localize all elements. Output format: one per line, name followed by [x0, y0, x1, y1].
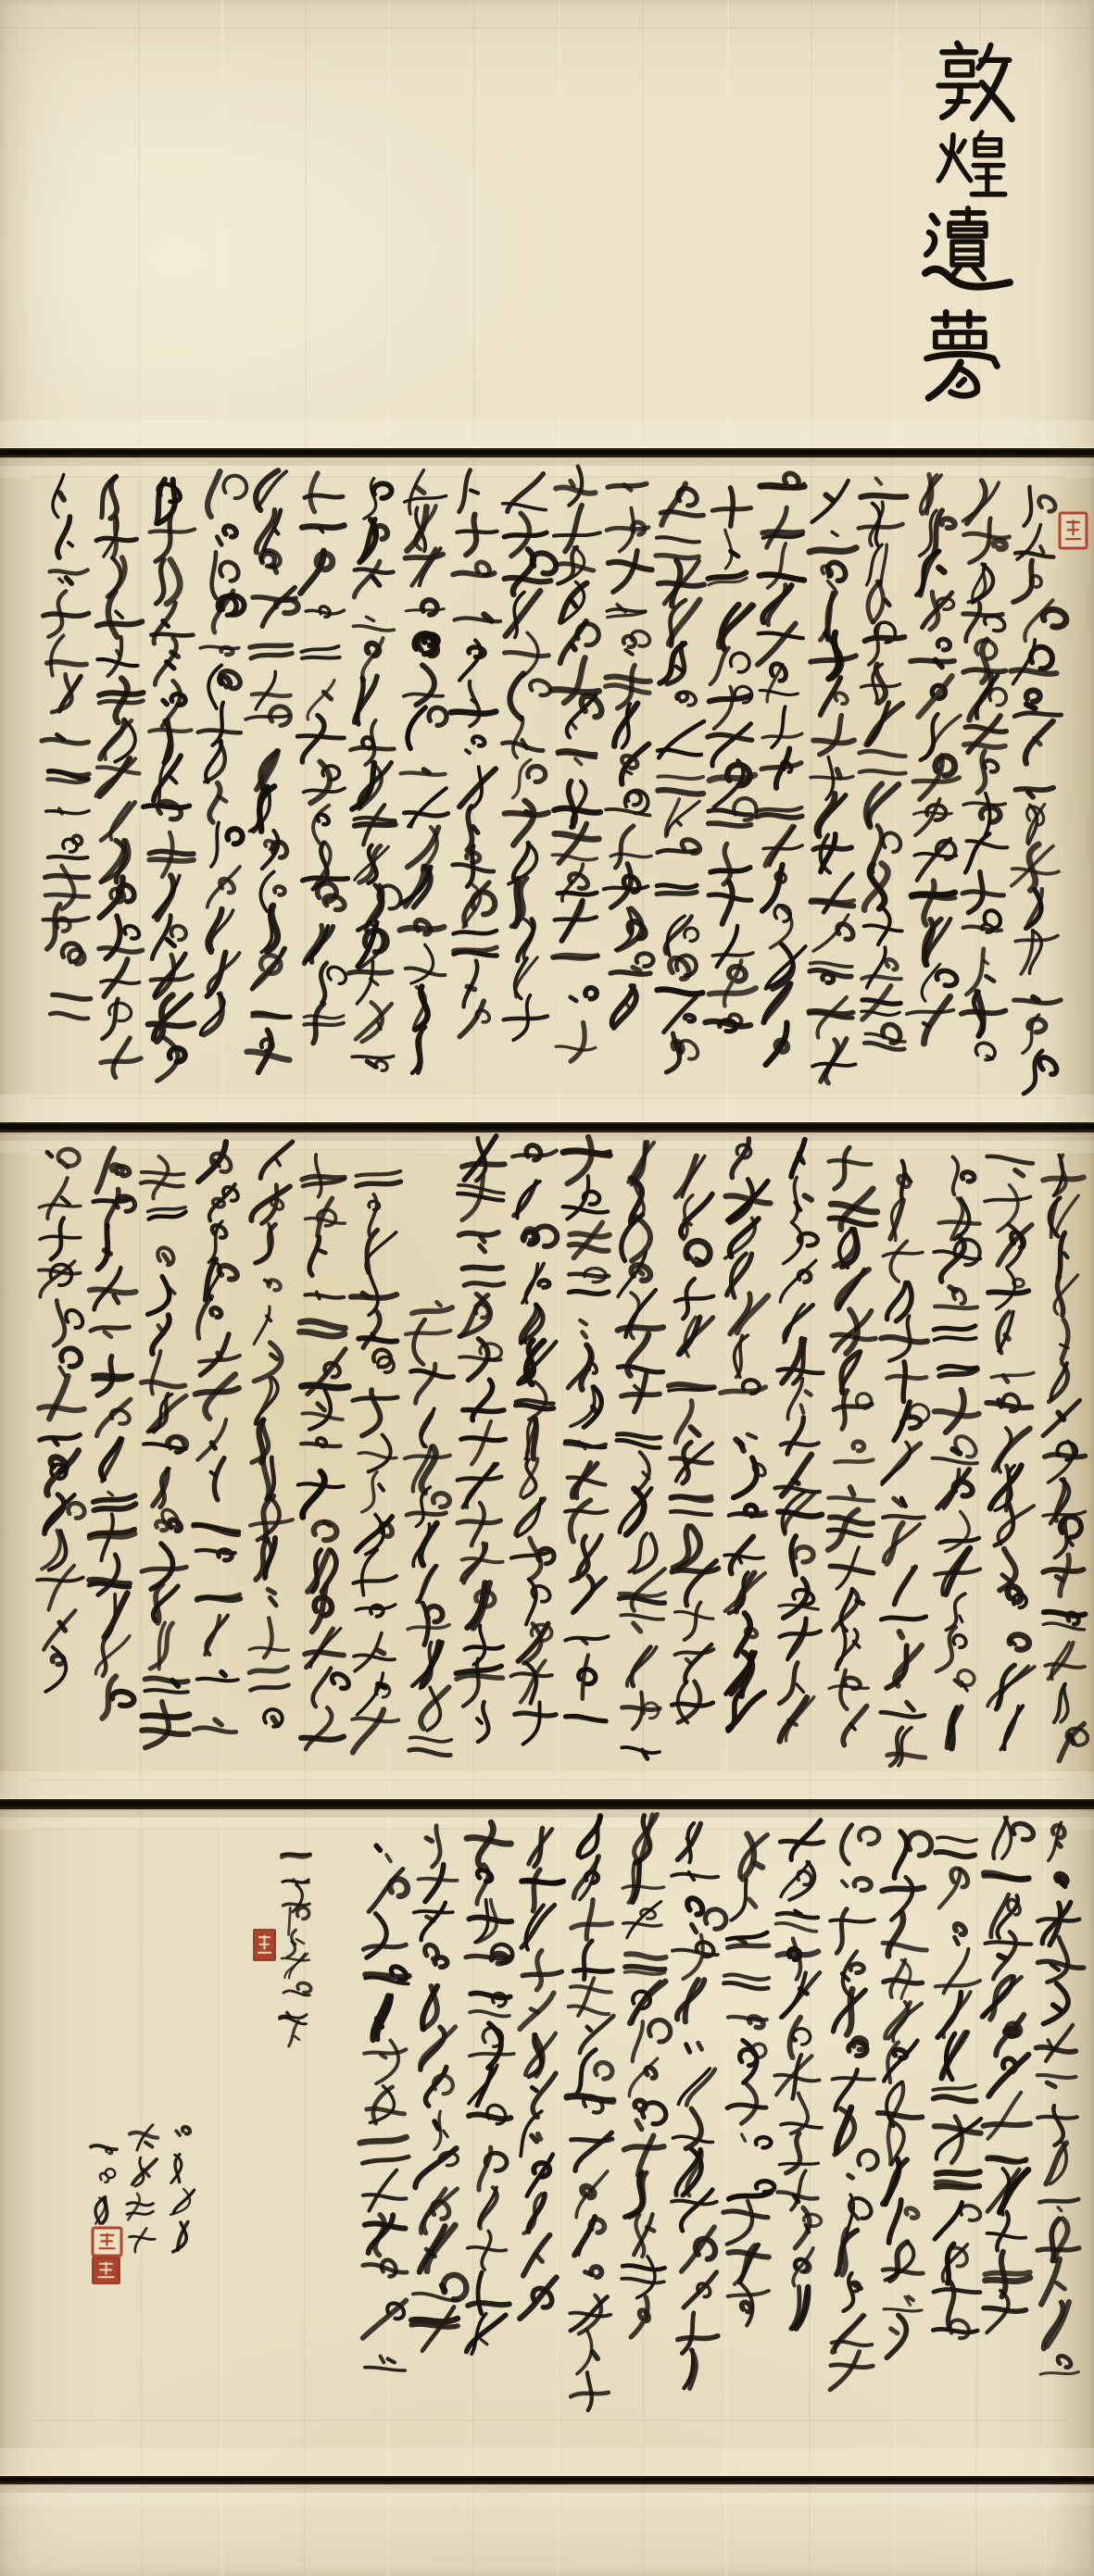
text-column — [876, 1832, 931, 2358]
text-column — [906, 474, 961, 1044]
text-column — [399, 468, 450, 1073]
text-column — [856, 478, 907, 1051]
fold-seam — [0, 420, 1094, 478]
text-column — [671, 1822, 726, 2389]
panel-1-text-block — [31, 465, 1067, 1098]
text-column — [961, 479, 1011, 1059]
header-paper-tone — [0, 0, 1094, 448]
text-column — [144, 479, 195, 1081]
text-column — [932, 1835, 983, 2338]
text-column — [42, 474, 91, 1019]
text-column — [347, 477, 401, 1071]
signature-column — [91, 2145, 117, 2224]
signature-column — [127, 2123, 158, 2254]
text-column — [501, 469, 557, 1040]
text-column — [721, 1833, 774, 2326]
seal-signature-top-stamp — [93, 2228, 121, 2256]
fold-seam — [0, 2448, 1094, 2505]
text-column — [773, 1819, 824, 2329]
text-column — [656, 483, 705, 1075]
text-column — [245, 469, 299, 1075]
text-column — [566, 1814, 613, 2412]
text-column — [603, 482, 654, 1029]
text-column — [94, 475, 144, 1078]
text-column — [411, 1826, 468, 2351]
text-column — [450, 470, 500, 1039]
fold-seam — [0, 1094, 1094, 1153]
colophon-column — [279, 1854, 311, 2046]
text-column — [981, 1818, 1033, 2333]
seal-colophon-stamp — [253, 1929, 276, 1961]
text-column — [620, 1814, 671, 2337]
text-column — [1010, 485, 1067, 1094]
text-column — [359, 1845, 409, 2370]
text-column — [1036, 1821, 1087, 2375]
text-column — [808, 479, 858, 1084]
text-column — [829, 1822, 881, 2392]
text-column — [705, 486, 757, 1033]
text-column — [464, 1820, 514, 2356]
text-column — [757, 473, 806, 1065]
seal-signature-bottom-stamp — [92, 2257, 120, 2284]
seal-panel-1-opening-stamp — [1060, 513, 1087, 548]
signature-column — [169, 2126, 195, 2252]
